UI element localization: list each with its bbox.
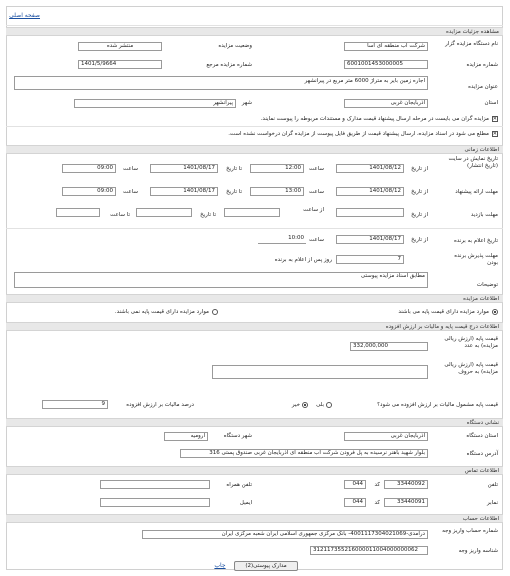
publish-from-time-label: ساعت — [309, 166, 324, 172]
accept-days-field[interactable]: 7 — [336, 255, 404, 264]
vat-percent-field[interactable]: 9 — [42, 400, 108, 409]
divider — [6, 228, 503, 229]
note1-text: مزایده گران می بایست در مرحله ارسال پیشنهاد قیمت مدارک و مستندات مربوطه را پیوست نمایند. — [260, 116, 489, 122]
offer-from-date-label: از تاریخ — [411, 189, 428, 195]
divider — [6, 126, 503, 127]
offer-to-date-field[interactable]: 1401/08/17 — [150, 187, 218, 196]
ref-number-field[interactable]: 1401/5/9664 — [78, 60, 162, 69]
section-contact: اطلاعات تماس — [6, 466, 503, 475]
status-field[interactable]: منتشر شده — [78, 42, 162, 51]
page-frame — [6, 6, 503, 570]
section-org-address: نشانی دستگاه — [6, 418, 503, 427]
with-base-price-radio[interactable] — [492, 309, 498, 315]
publish-to-time-field[interactable]: 09:00 — [62, 164, 116, 173]
section-pricing: اطلاعات درج قیمت پایه و مالیات بر ارزش افزوده — [6, 322, 503, 331]
org-name-field[interactable]: شرکت آب منطقه ای اسا — [344, 42, 428, 51]
publish-label: تاریخ نمایش در سایت (تاریخ انتشار) — [448, 156, 498, 169]
announce-time-field[interactable]: 10:00 — [258, 235, 306, 244]
vat-no-radio[interactable] — [302, 402, 308, 408]
account-field[interactable]: درآمدی-4001117304021069- بانک مرکزی جمهوری اسلامی ایران شعبه مرکزی ایران — [142, 530, 428, 539]
org-city-label: شهر دستگاه — [223, 433, 252, 439]
province-label: استان — [484, 100, 498, 106]
title-field[interactable]: اجاره زمین بایر به متراژ 6000 متر مربع در پیرانشهر — [14, 76, 428, 90]
section-timing: اطلاعات زمانی — [6, 145, 503, 154]
offer-from-time-label: ساعت — [309, 189, 324, 195]
base-number-label: قیمت پایه (ارزش ریالی مزایده) به عدد — [444, 336, 498, 349]
phone-field[interactable]: 33440092 — [384, 480, 428, 489]
visit-from-time-field[interactable] — [224, 208, 280, 217]
ref-number-label: شماره مزایده مرجع — [206, 62, 252, 68]
announce-date-field[interactable]: 1401/08/17 — [336, 235, 404, 244]
note2-text: مطلع می شود در اسناد مزایده، ارسال پیشنهاد قیمت از طریق فایل پیوست از مزایده گران درخواست نشده است. — [228, 131, 489, 137]
note2-checkbox[interactable]: ✕ — [492, 131, 497, 137]
offer-from-date-field[interactable]: 1401/08/12 — [336, 187, 404, 196]
auction-number-field[interactable]: 6001001453000005 — [344, 60, 428, 69]
org-city-field[interactable]: ارومیه — [164, 432, 208, 441]
visit-from-time-label: از ساعت — [303, 207, 324, 213]
announce-from-date-label: از تاریخ — [411, 237, 428, 243]
title-label: عنوان مزایده — [468, 84, 498, 90]
vat-question: قیمت پایه مشمول مالیات بر ارزش افزوده می شود؟ — [377, 402, 498, 408]
description-label: توضیحات — [476, 282, 498, 288]
offer-to-time-field[interactable]: 09:00 — [62, 187, 116, 196]
visit-to-date-field[interactable] — [136, 208, 192, 217]
fax-code-field[interactable]: 044 — [344, 498, 366, 507]
attachments-button[interactable]: مدارک پیوستی(2) — [234, 561, 298, 571]
publish-to-date-label: تا تاریخ — [226, 166, 242, 172]
vat-yes-label: بلی — [316, 402, 324, 408]
org-address-label: آدرس دستگاه — [466, 451, 498, 457]
base-words-field[interactable] — [212, 365, 428, 379]
org-province-label: استان دستگاه — [466, 433, 498, 439]
visit-to-date-label: تا تاریخ — [200, 212, 216, 218]
visit-label: مهلت بازدید — [470, 212, 498, 218]
org-name-label: نام دستگاه مزایده گزار — [445, 41, 498, 47]
payment-id-label: شناسه واریز وجه — [458, 548, 498, 554]
section-account: اطلاعات حساب — [6, 514, 503, 523]
publish-to-date-field[interactable]: 1401/08/17 — [150, 164, 218, 173]
phone-label: تلفن — [487, 482, 498, 488]
home-link[interactable]: صفحه اصلی — [9, 12, 40, 19]
vat-no-label: خیر — [291, 402, 300, 408]
city-field[interactable]: پیرانشهر — [74, 99, 236, 108]
note1-checkbox[interactable]: ✕ — [492, 116, 497, 122]
visit-from-date-field[interactable] — [336, 208, 404, 217]
payment-id-field[interactable]: 312117355216000011004000000062 — [310, 546, 428, 555]
accept-label: مهلت پذیرش برنده بودن — [454, 253, 498, 266]
province-field[interactable]: آذربایجان غربی — [344, 99, 428, 108]
divider — [6, 25, 503, 26]
org-province-field[interactable]: آذربایجان غربی — [344, 432, 428, 441]
mobile-field[interactable] — [100, 480, 210, 489]
without-base-price-label: موارد مزایده دارای قیمت پایه نمی باشند. — [114, 309, 209, 315]
visit-to-time-field[interactable] — [56, 208, 100, 217]
publish-from-date-label: از تاریخ — [411, 166, 428, 172]
email-field[interactable] — [100, 498, 210, 507]
mobile-label: تلفن همراه — [226, 482, 252, 488]
offer-from-time-field[interactable]: 13:00 — [250, 187, 304, 196]
vat-yes-radio[interactable] — [326, 402, 332, 408]
offer-to-time-label: ساعت — [123, 189, 138, 195]
visit-to-time-label: تا ساعت — [110, 212, 130, 218]
phone-code-label: کد — [374, 482, 380, 488]
org-address-field[interactable]: بلوار شهید باهنر نرسیده به پل فرودن شرکت آب منطقه ای آذربایجان غربی صندوق پستی 316 — [180, 449, 428, 458]
section-details: مشاهده جزئیات مزایده — [6, 27, 503, 36]
print-link[interactable]: چاپ — [214, 562, 226, 569]
phone-code-field[interactable]: 044 — [344, 480, 366, 489]
auction-number-label: شماره مزایده — [466, 62, 498, 68]
publish-from-date-field[interactable]: 1401/08/12 — [336, 164, 404, 173]
publish-to-time-label: ساعت — [123, 166, 138, 172]
with-base-price-label: موارد مزایده دارای قیمت پایه می باشند — [398, 309, 489, 315]
accept-suffix: روز پس از اعلام به برنده — [274, 257, 332, 263]
offer-to-date-label: تا تاریخ — [226, 189, 242, 195]
fax-code-label: کد — [374, 500, 380, 506]
base-words-label: قیمت پایه (ارزش ریالی مزایده) به حروف — [444, 362, 498, 375]
base-number-field[interactable]: 332,000,000 — [350, 342, 428, 351]
publish-from-time-field[interactable]: 12:00 — [250, 164, 304, 173]
fax-field[interactable]: 33440091 — [384, 498, 428, 507]
account-label: شماره حساب واریز وجه — [442, 528, 498, 534]
status-label: وضعیت مزایده — [218, 43, 252, 49]
offer-label: مهلت ارائه پیشنهاد — [455, 189, 498, 195]
fax-label: نمابر — [487, 500, 498, 506]
email-label: ایمیل — [239, 500, 252, 506]
section-auction-info: اطلاعات مزایده — [6, 294, 503, 303]
announce-label: تاریخ اعلام به برنده — [453, 238, 498, 244]
announce-time-label: ساعت — [309, 237, 324, 243]
vat-percent-label: درصد مالیات بر ارزش افزوده — [126, 402, 194, 408]
city-label: شهر — [241, 100, 252, 106]
description-field[interactable]: مطابق اسناد مزایده پیوستی — [14, 272, 428, 288]
visit-from-date-label: از تاریخ — [411, 212, 428, 218]
without-base-price-radio[interactable] — [212, 309, 218, 315]
